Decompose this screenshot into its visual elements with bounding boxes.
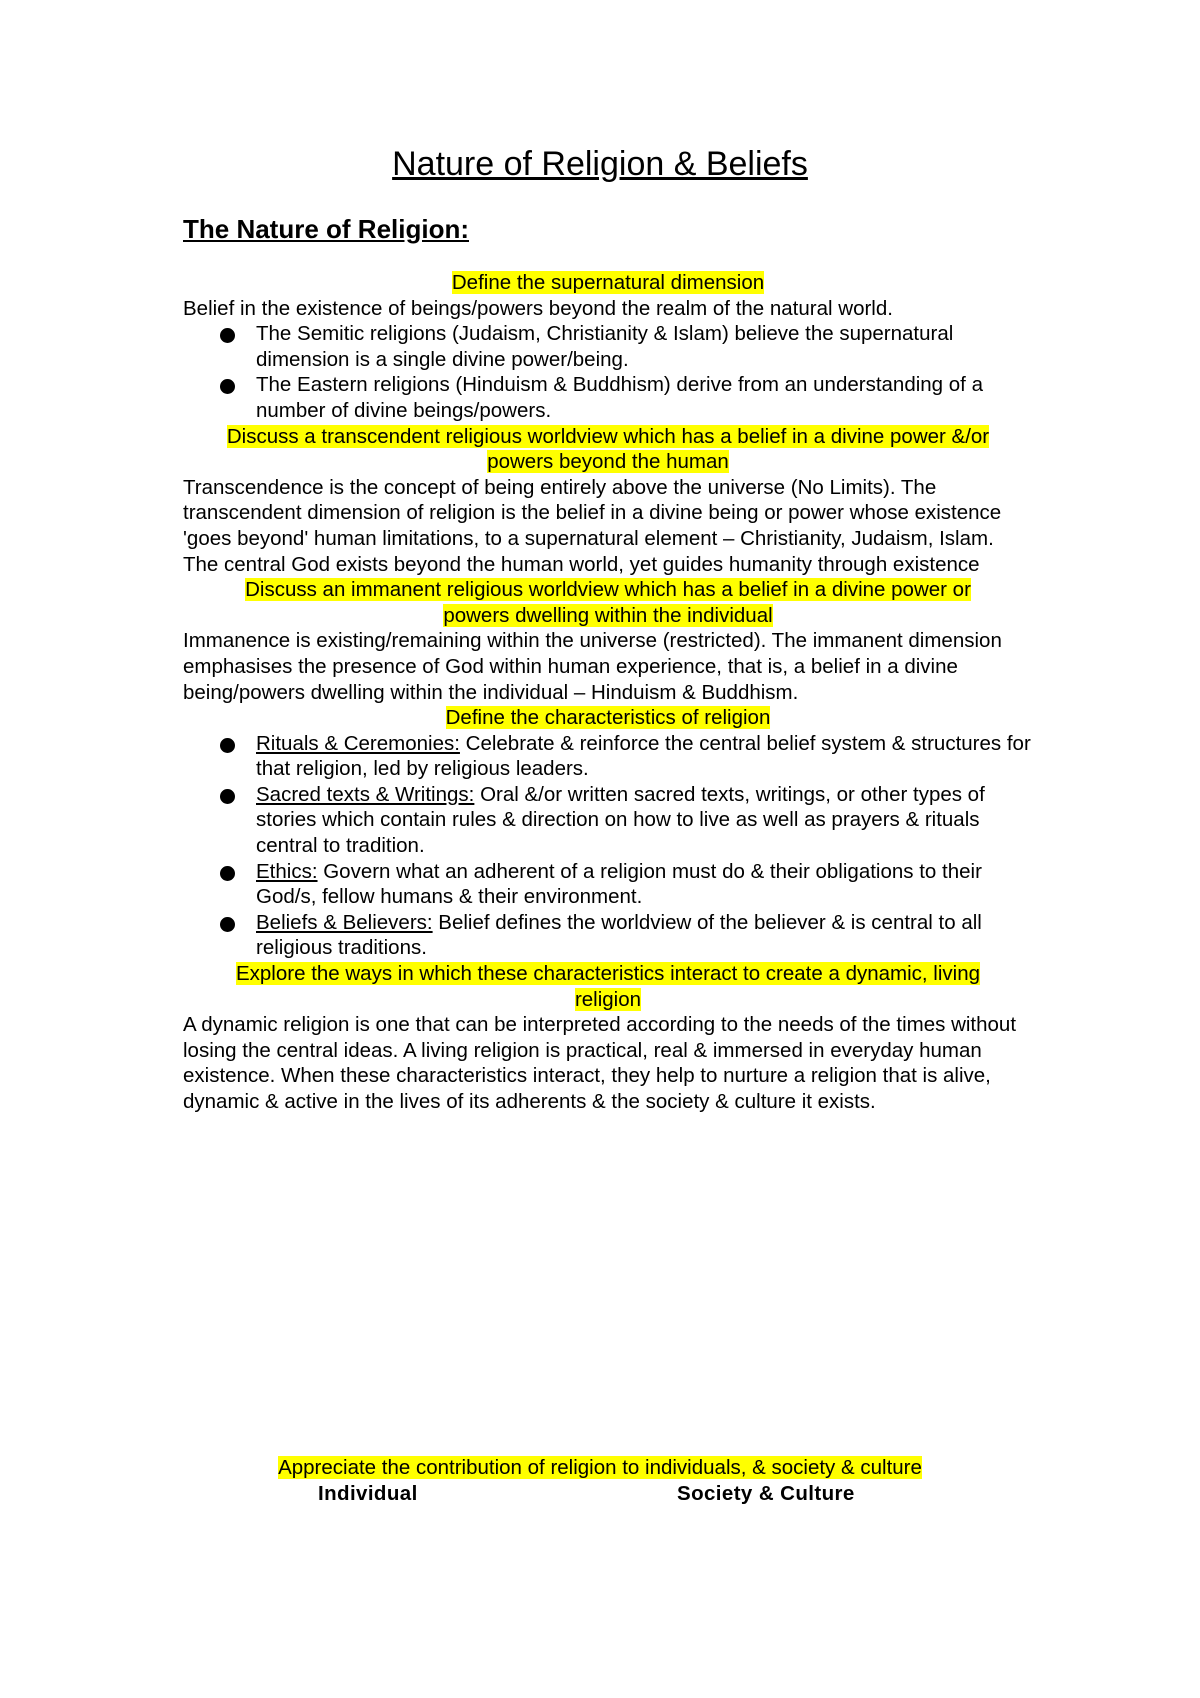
list-item: Ethics: Govern what an adherent of a religion must do & their obligations to their God/s, fellow humans & their environment. (183, 859, 1033, 910)
characteristics-heading: Define the characteristics of religion (445, 706, 771, 730)
bullet-icon (220, 738, 235, 753)
transcendent-text: Transcendence is the concept of being entirely above the universe (No Limits). The transcendent dimension of religion is the belief in a divine being or power whose existence 'goes beyond' human limitations, to a supernatural element – Christianity, Judaism, Islam. (183, 475, 1002, 550)
supernatural-text: Belief in the existence of beings/powers beyond the realm of the natural world. (183, 296, 893, 320)
bullet-icon (220, 328, 235, 343)
column-header-society: Society & Culture (677, 1482, 855, 1505)
bullet-icon (220, 789, 235, 804)
term: Ethics: (256, 859, 318, 883)
section-heading: The Nature of Religion: (183, 214, 469, 244)
document-body (183, 270, 1033, 1115)
term: Rituals & Ceremonies: (256, 731, 460, 755)
list-item: Beliefs & Believers: Belief defines the worldview of the believer & is central to all religious traditions. (183, 910, 1033, 961)
supernatural-heading: Define the supernatural dimension (451, 271, 765, 294)
term: Sacred texts & Writings: (256, 782, 475, 806)
transcendent-text-2: The central God exists beyond the human world, yet guides humanity through existence (183, 552, 980, 576)
immanent-heading: Discuss an immanent religious worldview which has a belief in a divine power or powers dwelling within the individual (245, 578, 971, 627)
dynamic-heading: Explore the ways in which these characteristics interact to create a dynamic, living religion (235, 962, 981, 1011)
immanent-text: Immanence is existing/remaining within the universe (restricted). The immanent dimension emphasises the presence of God within human experience, that is, a belief in a divine being/powers dwelling within the individual – Hinduism & Buddhism. (183, 629, 1002, 704)
term: Beliefs & Believers: (256, 910, 433, 934)
list-item: Sacred texts & Writings: Oral &/or written sacred texts, writings, or other types of stories which contain rules & direction on how to live as well as prayers & rituals central to tradition. (183, 782, 1033, 859)
transcendent-heading: Discuss a transcendent religious worldview which has a belief in a divine power &/or powers beyond the human (226, 424, 990, 474)
list-item: The Semitic religions (Judaism, Christianity & Islam) believe the supernatural dimension is a single divine power/being. (183, 321, 1033, 372)
page-title: Nature of Religion & Beliefs (392, 145, 808, 183)
contribution-heading: Appreciate the contribution of religion to individuals, & society & culture (278, 1456, 922, 1479)
column-header-individual: Individual (318, 1482, 418, 1505)
supernatural-list (183, 321, 1033, 423)
bullet-icon (220, 866, 235, 881)
bullet-icon (220, 379, 235, 394)
list-item: The Eastern religions (Hinduism & Buddhism) derive from an understanding of a number of divine beings/powers. (183, 372, 1033, 423)
characteristics-list (183, 731, 1033, 961)
bullet-icon (220, 917, 235, 932)
dynamic-text: A dynamic religion is one that can be interpreted according to the needs of the times without losing the central ideas. A living religion is practical, real & immersed in everyday human existence. When these characteristics interact, they help to nurture a religion that is alive, dynamic & active in the lives of its adherents & the society & culture it exists. (183, 1013, 1017, 1113)
list-item: Rituals & Ceremonies: Celebrate & reinforce the central belief system & structures for that religion, led by religious leaders. (183, 731, 1033, 782)
